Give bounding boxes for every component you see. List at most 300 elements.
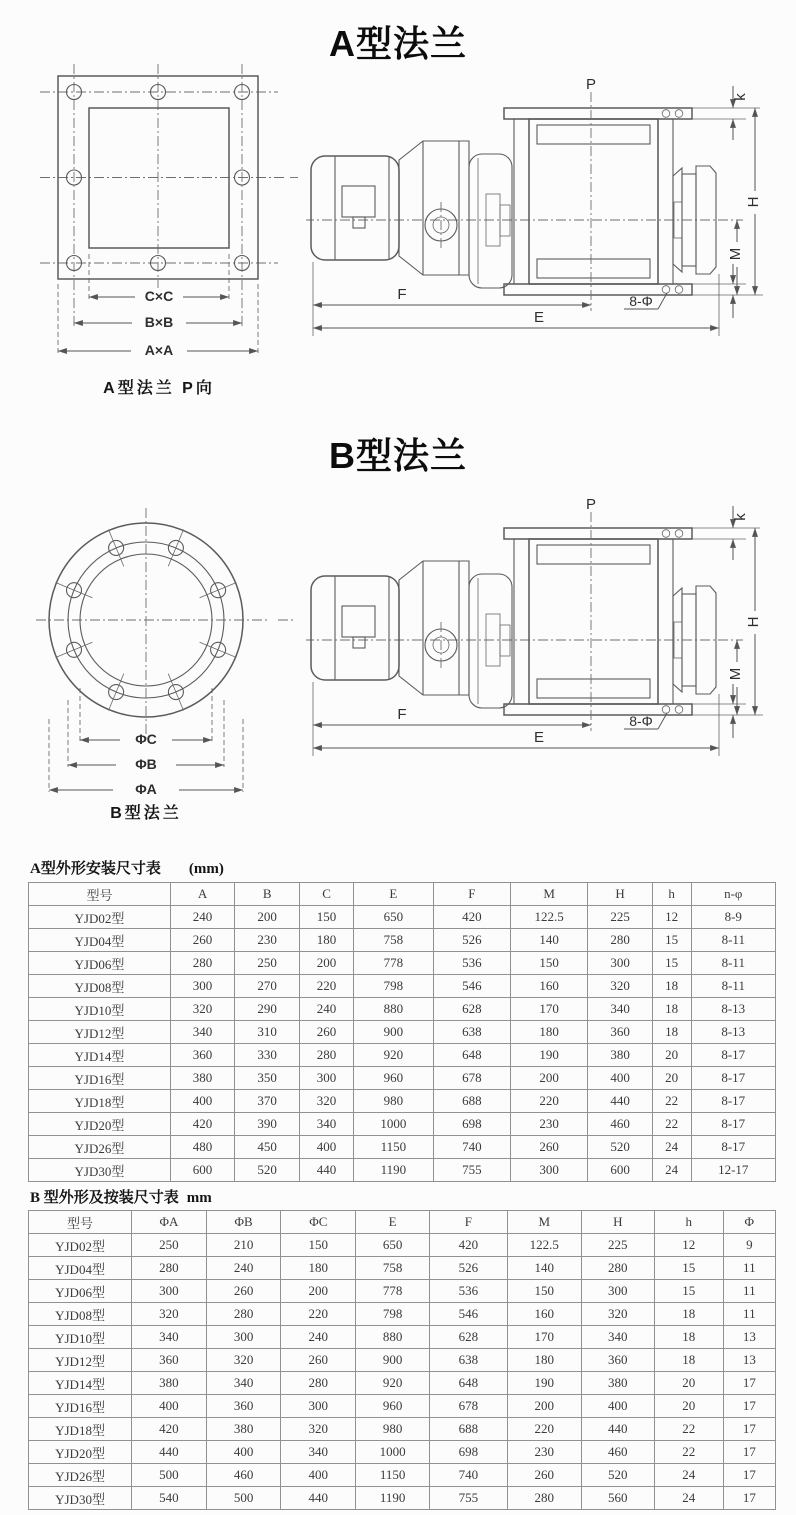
value-cell: 900 <box>356 1349 430 1372</box>
value-cell: 400 <box>588 1067 652 1090</box>
value-cell: 546 <box>430 1303 508 1326</box>
column-header: C <box>300 883 354 906</box>
value-cell: 17 <box>723 1372 775 1395</box>
value-cell: 360 <box>170 1044 234 1067</box>
value-cell: 190 <box>507 1372 581 1395</box>
column-header: 型号 <box>29 1211 132 1234</box>
value-cell: 320 <box>281 1418 356 1441</box>
value-cell: 260 <box>507 1464 581 1487</box>
value-cell: 880 <box>356 1326 430 1349</box>
value-cell: 280 <box>206 1303 281 1326</box>
a-flange-front-drawing <box>28 56 300 408</box>
model-cell: YJD30型 <box>29 1159 171 1182</box>
table-row <box>29 1303 776 1326</box>
value-cell: 200 <box>510 1067 588 1090</box>
value-cell: 240 <box>206 1257 281 1280</box>
model-cell: YJD26型 <box>29 1464 132 1487</box>
column-header: E <box>353 883 433 906</box>
value-cell: 400 <box>206 1441 281 1464</box>
model-cell: YJD08型 <box>29 1303 132 1326</box>
value-cell: 460 <box>581 1441 654 1464</box>
value-cell: 200 <box>235 906 300 929</box>
column-header: B <box>235 883 300 906</box>
value-cell: 920 <box>356 1372 430 1395</box>
value-cell: 18 <box>652 1021 691 1044</box>
value-cell: 1150 <box>356 1464 430 1487</box>
model-cell: YJD30型 <box>29 1487 132 1510</box>
value-cell: 24 <box>654 1464 723 1487</box>
value-cell: 8-9 <box>691 906 775 929</box>
value-cell: 17 <box>723 1487 775 1510</box>
value-cell: 688 <box>433 1090 510 1113</box>
value-cell: 20 <box>654 1372 723 1395</box>
column-header: M <box>507 1211 581 1234</box>
value-cell: 798 <box>353 975 433 998</box>
value-cell: 12 <box>652 906 691 929</box>
value-cell: 20 <box>654 1395 723 1418</box>
value-cell: 380 <box>581 1372 654 1395</box>
table-row <box>29 1113 776 1136</box>
value-cell: 755 <box>433 1159 510 1182</box>
value-cell: 320 <box>132 1303 207 1326</box>
value-cell: 300 <box>300 1067 354 1090</box>
value-cell: 260 <box>206 1280 281 1303</box>
value-cell: 8-17 <box>691 1113 775 1136</box>
value-cell: 520 <box>235 1159 300 1182</box>
value-cell: 380 <box>170 1067 234 1090</box>
value-cell: 300 <box>170 975 234 998</box>
value-cell: 340 <box>206 1372 281 1395</box>
dim-bolt-label: ΦB <box>135 756 157 772</box>
column-header: F <box>430 1211 508 1234</box>
value-cell: 300 <box>281 1395 356 1418</box>
b-vibrator-side-drawing <box>306 498 790 763</box>
model-cell: YJD14型 <box>29 1372 132 1395</box>
table-row <box>29 1441 776 1464</box>
value-cell: 250 <box>132 1234 207 1257</box>
value-cell: 8-11 <box>691 929 775 952</box>
model-cell: YJD16型 <box>29 1067 171 1090</box>
value-cell: 18 <box>652 998 691 1021</box>
value-cell: 17 <box>723 1441 775 1464</box>
value-cell: 420 <box>430 1234 508 1257</box>
value-cell: 420 <box>170 1113 234 1136</box>
model-cell: YJD26型 <box>29 1136 171 1159</box>
value-cell: 420 <box>433 906 510 929</box>
value-cell: 180 <box>510 1021 588 1044</box>
model-cell: YJD04型 <box>29 1257 132 1280</box>
value-cell: 17 <box>723 1395 775 1418</box>
value-cell: 260 <box>300 1021 354 1044</box>
value-cell: 500 <box>206 1487 281 1510</box>
value-cell: 320 <box>300 1090 354 1113</box>
value-cell: 440 <box>300 1159 354 1182</box>
model-cell: YJD04型 <box>29 929 171 952</box>
value-cell: 250 <box>235 952 300 975</box>
dim-bolt-label: B×B <box>144 314 174 330</box>
value-cell: 546 <box>433 975 510 998</box>
value-cell: 678 <box>430 1395 508 1418</box>
value-cell: 13 <box>723 1349 775 1372</box>
value-cell: 648 <box>433 1044 510 1067</box>
model-cell: YJD10型 <box>29 998 171 1021</box>
value-cell: 1190 <box>356 1487 430 1510</box>
value-cell: 500 <box>132 1464 207 1487</box>
column-header: A <box>170 883 234 906</box>
value-cell: 280 <box>581 1257 654 1280</box>
column-header: n-φ <box>691 883 775 906</box>
value-cell: 230 <box>235 929 300 952</box>
section-a-title: A型法兰 <box>329 23 467 64</box>
value-cell: 980 <box>353 1090 433 1113</box>
value-cell: 960 <box>356 1395 430 1418</box>
value-cell: 600 <box>170 1159 234 1182</box>
value-cell: 11 <box>723 1303 775 1326</box>
value-cell: 400 <box>281 1464 356 1487</box>
value-cell: 140 <box>507 1257 581 1280</box>
value-cell: 13 <box>723 1326 775 1349</box>
value-cell: 758 <box>356 1257 430 1280</box>
table-row <box>29 1418 776 1441</box>
value-cell: 650 <box>356 1234 430 1257</box>
value-cell: 350 <box>235 1067 300 1090</box>
a-front-caption: A型法兰 P向 <box>103 380 215 397</box>
value-cell: 320 <box>588 975 652 998</box>
value-cell: 230 <box>507 1441 581 1464</box>
table-b-title-text: B 型外形及按装尺寸表 <box>30 1190 179 1206</box>
value-cell: 18 <box>654 1326 723 1349</box>
value-cell: 300 <box>581 1280 654 1303</box>
value-cell: 260 <box>281 1349 356 1372</box>
value-cell: 380 <box>206 1418 281 1441</box>
value-cell: 340 <box>132 1326 207 1349</box>
model-cell: YJD20型 <box>29 1113 171 1136</box>
value-cell: 526 <box>430 1257 508 1280</box>
table-header-row <box>29 1211 776 1234</box>
value-cell: 11 <box>723 1257 775 1280</box>
value-cell: 320 <box>206 1349 281 1372</box>
column-header: Φ <box>723 1211 775 1234</box>
value-cell: 15 <box>652 952 691 975</box>
value-cell: 220 <box>510 1090 588 1113</box>
value-cell: 648 <box>430 1372 508 1395</box>
value-cell: 22 <box>652 1090 691 1113</box>
value-cell: 390 <box>235 1113 300 1136</box>
value-cell: 678 <box>433 1067 510 1090</box>
value-cell: 260 <box>510 1136 588 1159</box>
model-cell: YJD16型 <box>29 1395 132 1418</box>
value-cell: 240 <box>281 1326 356 1349</box>
value-cell: 122.5 <box>507 1234 581 1257</box>
value-cell: 20 <box>652 1044 691 1067</box>
dim-outer <box>58 342 258 358</box>
value-cell: 150 <box>510 952 588 975</box>
value-cell: 360 <box>581 1349 654 1372</box>
table-row <box>29 1326 776 1349</box>
value-cell: 370 <box>235 1090 300 1113</box>
dim-bolt <box>68 756 224 772</box>
column-header: H <box>588 883 652 906</box>
value-cell: 280 <box>300 1044 354 1067</box>
value-cell: 280 <box>507 1487 581 1510</box>
table-row <box>29 1159 776 1182</box>
value-cell: 920 <box>353 1044 433 1067</box>
value-cell: 160 <box>510 975 588 998</box>
table-row <box>29 1044 776 1067</box>
value-cell: 340 <box>300 1113 354 1136</box>
value-cell: 150 <box>507 1280 581 1303</box>
value-cell: 150 <box>300 906 354 929</box>
table-row <box>29 975 776 998</box>
column-header: F <box>433 883 510 906</box>
value-cell: 778 <box>353 952 433 975</box>
value-cell: 320 <box>581 1303 654 1326</box>
value-cell: 560 <box>581 1487 654 1510</box>
value-cell: 688 <box>430 1418 508 1441</box>
column-header: ΦB <box>206 1211 281 1234</box>
value-cell: 638 <box>433 1021 510 1044</box>
value-cell: 440 <box>132 1441 207 1464</box>
value-cell: 280 <box>281 1372 356 1395</box>
value-cell: 340 <box>581 1326 654 1349</box>
model-cell: YJD12型 <box>29 1021 171 1044</box>
table-row <box>29 1234 776 1257</box>
value-cell: 536 <box>433 952 510 975</box>
value-cell: 460 <box>588 1113 652 1136</box>
dim-inner <box>80 731 212 747</box>
table-row <box>29 1487 776 1510</box>
value-cell: 300 <box>510 1159 588 1182</box>
value-cell: 11 <box>723 1280 775 1303</box>
table-row <box>29 929 776 952</box>
value-cell: 9 <box>723 1234 775 1257</box>
value-cell: 22 <box>652 1113 691 1136</box>
model-cell: YJD18型 <box>29 1090 171 1113</box>
value-cell: 698 <box>433 1113 510 1136</box>
value-cell: 740 <box>430 1464 508 1487</box>
value-cell: 400 <box>581 1395 654 1418</box>
dim-inner <box>89 288 229 304</box>
value-cell: 170 <box>510 998 588 1021</box>
column-header: ΦC <box>281 1211 356 1234</box>
value-cell: 240 <box>300 998 354 1021</box>
value-cell: 180 <box>300 929 354 952</box>
value-cell: 18 <box>654 1303 723 1326</box>
dim-outer <box>49 781 243 797</box>
table-row <box>29 1090 776 1113</box>
table-a-title-text: A型外形安装尺寸表 <box>30 861 161 877</box>
value-cell: 480 <box>170 1136 234 1159</box>
value-cell: 150 <box>281 1234 356 1257</box>
value-cell: 600 <box>588 1159 652 1182</box>
value-cell: 450 <box>235 1136 300 1159</box>
model-cell: YJD08型 <box>29 975 171 998</box>
model-cell: YJD20型 <box>29 1441 132 1464</box>
value-cell: 180 <box>507 1349 581 1372</box>
value-cell: 220 <box>281 1303 356 1326</box>
value-cell: 650 <box>353 906 433 929</box>
value-cell: 330 <box>235 1044 300 1067</box>
value-cell: 8-13 <box>691 998 775 1021</box>
value-cell: 300 <box>206 1326 281 1349</box>
value-cell: 520 <box>581 1464 654 1487</box>
value-cell: 400 <box>132 1395 207 1418</box>
value-cell: 300 <box>588 952 652 975</box>
value-cell: 12 <box>654 1234 723 1257</box>
value-cell: 140 <box>510 929 588 952</box>
value-cell: 230 <box>510 1113 588 1136</box>
value-cell: 1150 <box>353 1136 433 1159</box>
value-cell: 190 <box>510 1044 588 1067</box>
value-cell: 360 <box>132 1349 207 1372</box>
model-cell: YJD02型 <box>29 1234 132 1257</box>
value-cell: 360 <box>588 1021 652 1044</box>
table-row <box>29 1021 776 1044</box>
value-cell: 798 <box>356 1303 430 1326</box>
value-cell: 628 <box>430 1326 508 1349</box>
value-cell: 380 <box>588 1044 652 1067</box>
value-cell: 220 <box>507 1418 581 1441</box>
value-cell: 320 <box>170 998 234 1021</box>
table-row <box>29 1136 776 1159</box>
value-cell: 8-17 <box>691 1067 775 1090</box>
value-cell: 300 <box>132 1280 207 1303</box>
model-cell: YJD06型 <box>29 952 171 975</box>
value-cell: 200 <box>281 1280 356 1303</box>
value-cell: 12-17 <box>691 1159 775 1182</box>
value-cell: 8-13 <box>691 1021 775 1044</box>
value-cell: 758 <box>353 929 433 952</box>
value-cell: 8-17 <box>691 1044 775 1067</box>
value-cell: 1000 <box>353 1113 433 1136</box>
value-cell: 400 <box>300 1136 354 1159</box>
dim-inner-label: ΦC <box>135 731 157 747</box>
column-header: H <box>581 1211 654 1234</box>
table-a <box>28 882 776 1182</box>
value-cell: 200 <box>507 1395 581 1418</box>
value-cell: 400 <box>170 1090 234 1113</box>
dim-bolt <box>74 314 242 330</box>
value-cell: 460 <box>206 1464 281 1487</box>
value-cell: 210 <box>206 1234 281 1257</box>
table-b <box>28 1210 776 1510</box>
value-cell: 8-17 <box>691 1136 775 1159</box>
value-cell: 740 <box>433 1136 510 1159</box>
value-cell: 160 <box>507 1303 581 1326</box>
inner-opening-square <box>89 108 229 248</box>
value-cell: 180 <box>281 1257 356 1280</box>
value-cell: 280 <box>588 929 652 952</box>
value-cell: 200 <box>300 952 354 975</box>
value-cell: 340 <box>170 1021 234 1044</box>
value-cell: 8-11 <box>691 952 775 975</box>
column-header: 型号 <box>29 883 171 906</box>
value-cell: 440 <box>588 1090 652 1113</box>
value-cell: 24 <box>652 1136 691 1159</box>
value-cell: 1000 <box>356 1441 430 1464</box>
value-cell: 225 <box>581 1234 654 1257</box>
value-cell: 698 <box>430 1441 508 1464</box>
value-cell: 24 <box>654 1487 723 1510</box>
table-row <box>29 1464 776 1487</box>
table-b-title <box>30 1186 212 1207</box>
model-cell: YJD10型 <box>29 1326 132 1349</box>
value-cell: 290 <box>235 998 300 1021</box>
value-cell: 755 <box>430 1487 508 1510</box>
table-a-unit: (mm) <box>188 861 224 877</box>
table-row <box>29 1280 776 1303</box>
section-b-title: B型法兰 <box>329 435 467 476</box>
table-b-unit: mm <box>186 1190 212 1206</box>
table-row <box>29 1372 776 1395</box>
model-cell: YJD14型 <box>29 1044 171 1067</box>
table-row <box>29 1349 776 1372</box>
column-header: ΦA <box>132 1211 207 1234</box>
value-cell: 880 <box>353 998 433 1021</box>
table-row <box>29 998 776 1021</box>
value-cell: 526 <box>433 929 510 952</box>
table-a-title <box>30 857 224 878</box>
value-cell: 22 <box>654 1418 723 1441</box>
table-row <box>29 1067 776 1090</box>
model-cell: YJD02型 <box>29 906 171 929</box>
value-cell: 15 <box>652 929 691 952</box>
value-cell: 18 <box>654 1349 723 1372</box>
value-cell: 980 <box>356 1418 430 1441</box>
value-cell: 122.5 <box>510 906 588 929</box>
value-cell: 960 <box>353 1067 433 1090</box>
value-cell: 440 <box>581 1418 654 1441</box>
value-cell: 340 <box>588 998 652 1021</box>
value-cell: 260 <box>170 929 234 952</box>
value-cell: 17 <box>723 1418 775 1441</box>
value-cell: 638 <box>430 1349 508 1372</box>
column-header: E <box>356 1211 430 1234</box>
value-cell: 778 <box>356 1280 430 1303</box>
value-cell: 8-17 <box>691 1090 775 1113</box>
value-cell: 220 <box>300 975 354 998</box>
value-cell: 270 <box>235 975 300 998</box>
value-cell: 20 <box>652 1067 691 1090</box>
value-cell: 380 <box>132 1372 207 1395</box>
value-cell: 24 <box>652 1159 691 1182</box>
value-cell: 1190 <box>353 1159 433 1182</box>
table-header-row <box>29 883 776 906</box>
value-cell: 360 <box>206 1395 281 1418</box>
table-row <box>29 1257 776 1280</box>
value-cell: 280 <box>170 952 234 975</box>
model-cell: YJD06型 <box>29 1280 132 1303</box>
value-cell: 420 <box>132 1418 207 1441</box>
column-header: h <box>652 883 691 906</box>
value-cell: 628 <box>433 998 510 1021</box>
center-lines <box>36 508 296 742</box>
value-cell: 170 <box>507 1326 581 1349</box>
value-cell: 15 <box>654 1280 723 1303</box>
value-cell: 520 <box>588 1136 652 1159</box>
value-cell: 8-11 <box>691 975 775 998</box>
b-flange-front-drawing <box>28 492 300 844</box>
table-row <box>29 906 776 929</box>
table-row <box>29 952 776 975</box>
value-cell: 240 <box>170 906 234 929</box>
value-cell: 225 <box>588 906 652 929</box>
value-cell: 340 <box>281 1441 356 1464</box>
value-cell: 17 <box>723 1464 775 1487</box>
a-vibrator-side-drawing <box>306 78 790 343</box>
dim-inner-label: C×C <box>144 288 174 304</box>
value-cell: 900 <box>353 1021 433 1044</box>
